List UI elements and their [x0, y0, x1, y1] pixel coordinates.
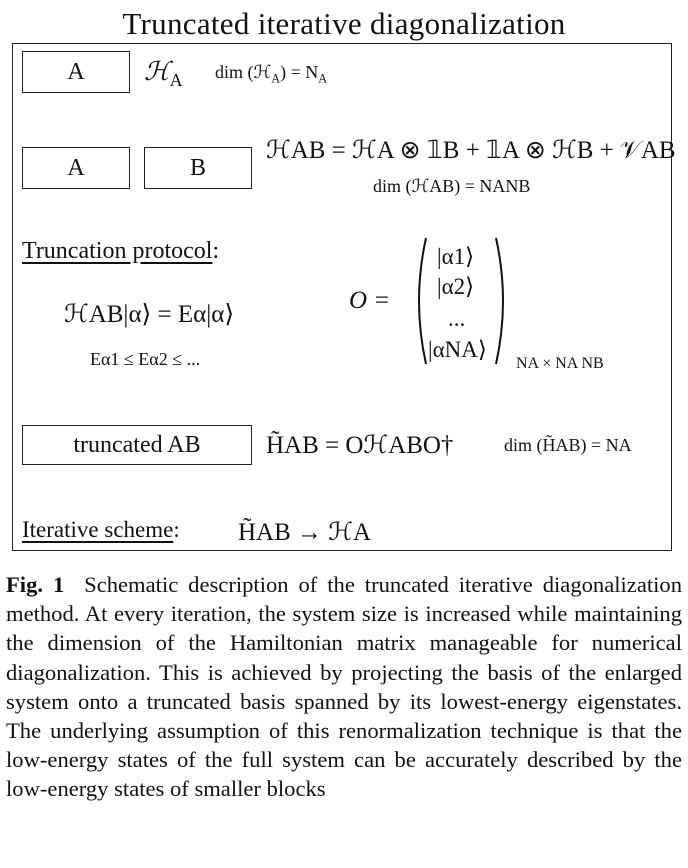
figure-caption	[6, 570, 682, 804]
dim-ab-equation: dim (ℋAB) = NANB	[373, 176, 531, 196]
matrix-row: |α1⟩	[437, 244, 475, 269]
hamiltonian-ab-equation: ℋAB = ℋA ⊗ 𝟙B + 𝟙A ⊗ ℋB + 𝒱AB	[266, 137, 676, 164]
truncated-hamiltonian-equation: H̃AB = OℋABO†	[266, 432, 454, 459]
dim-a-equation: dim (ℋ$_A$) = $N_A$	[215, 62, 328, 86]
iterative-equation: H̃AB → ℋA	[238, 519, 372, 546]
caption-text: Schematic description of the truncated iterative diagonalization method. At every iteration, the system size is increased while maintaining the dimension of the Hamiltonian matrix manageable for numerical diagonalization. This is achieved by projecting the basis of the enlarged system onto a truncated basis spanned by its lowest-energy eigenstates. The underlying assumption of this renormalization technique is that the low-energy states of the full system can be accurately described by the low-energy states of smaller blocks	[6, 572, 682, 802]
matrix-size: NA × NA NB	[516, 355, 604, 372]
truncation-protocol-heading: Truncation protocol:	[22, 238, 220, 264]
box-b-row2: B	[144, 147, 252, 189]
energy-ordering: Eα1 ≤ Eα2 ≤ ...	[90, 349, 201, 369]
matrix-o-lhs: O =	[349, 287, 391, 314]
matrix-left-paren	[410, 236, 430, 366]
iterative-scheme-heading: Iterative scheme:	[22, 517, 180, 542]
truncated-ab-box: truncated AB	[22, 425, 252, 465]
matrix-row: |α2⟩	[437, 274, 475, 299]
caption-label: Fig. 1	[6, 572, 65, 597]
eigenvalue-equation: ℋAB|α⟩ = Eα|α⟩	[64, 301, 235, 328]
hilbert-a-label: ℋ$_A$	[144, 57, 183, 91]
matrix-row: ...	[448, 306, 466, 331]
matrix-right-paren	[492, 236, 512, 366]
truncated-dim-equation: dim (H̃AB) = NA	[504, 435, 632, 455]
figure-title: Truncated iterative diagonalization	[122, 6, 566, 41]
matrix-row: |αNA⟩	[428, 337, 487, 362]
figure-frame	[12, 43, 672, 551]
box-a-row1: A	[22, 51, 130, 93]
box-a-row2: A	[22, 147, 130, 189]
